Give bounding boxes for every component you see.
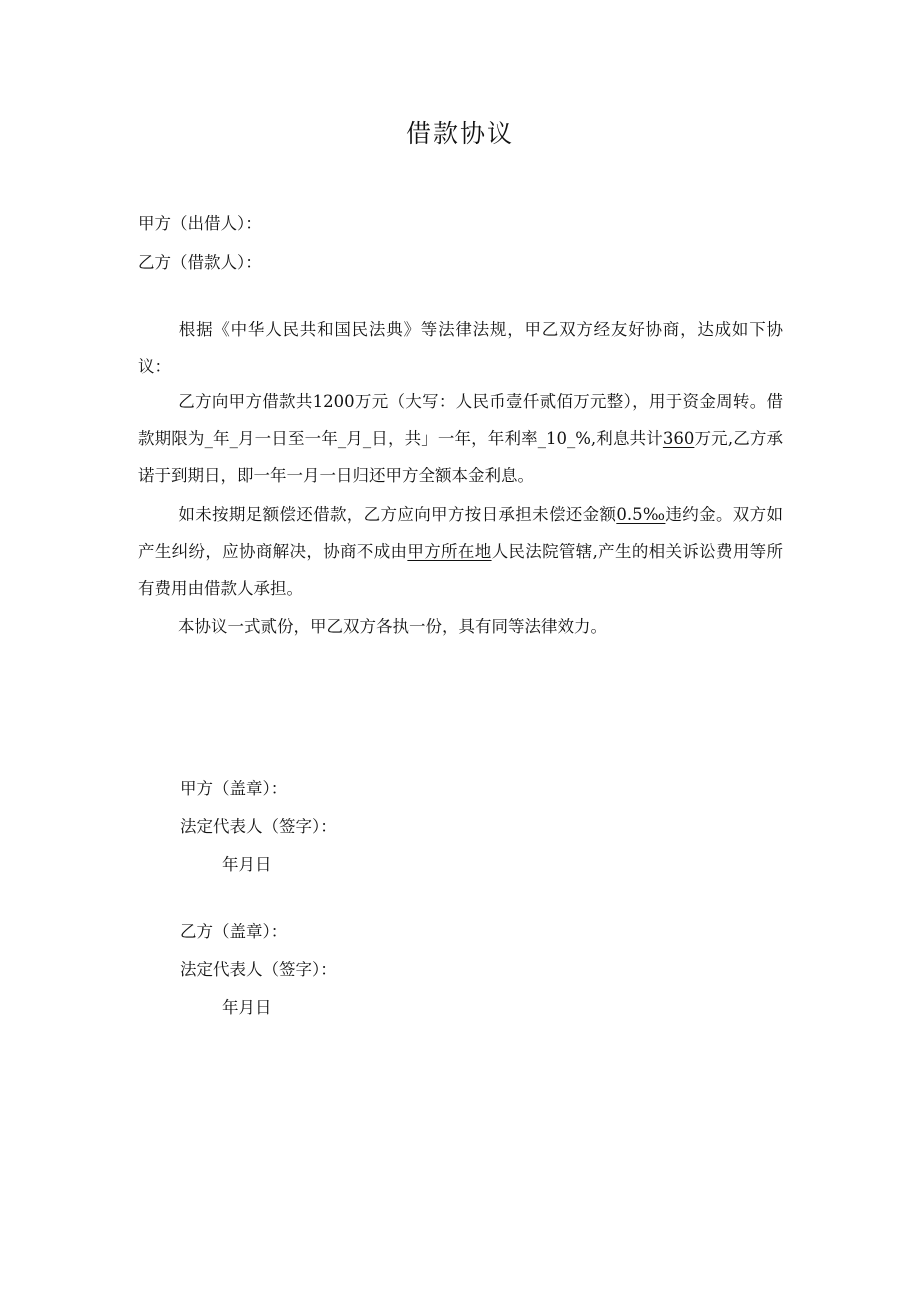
default-clause-text-2: 违约金。双方如产生纠纷，应协商解决，协商不成由 [138, 505, 783, 561]
loan-terms-text-1: 乙方向甲方借款共1200万元（大写：人民币壹仟贰佰万元整），用于资金周转。借款期限为_年_月一日至一年_月_日，共」一年，年利率_10_%,利息共计 [138, 392, 783, 448]
penalty-rate: 0.5‰ [616, 505, 666, 524]
copies-clause-text: 本协议一式贰份，甲乙双方各执一份，具有同等法律效力。 [178, 617, 607, 636]
party-b-label: 乙方（借款人）： [138, 253, 262, 272]
court-location: 甲方所在地 [407, 542, 492, 561]
default-clause-text-3: 人民法院管辖,产生的相关诉讼费用等所有费用由借款人承担。 [138, 542, 784, 598]
loan-terms-paragraph [138, 383, 783, 494]
default-clause-paragraph [138, 496, 783, 607]
intro-text: 根据《中华人民共和国民法典》等法律法规，甲乙双方经友好协商，达成如下协议： [138, 320, 783, 376]
party-b-seal-label: 乙方（盖章）： [180, 922, 288, 941]
party-b-representative-label: 法定代表人（签字）： [180, 960, 337, 979]
interest-amount: 360 [662, 429, 695, 448]
party-a-representative-label: 法定代表人（签字）： [180, 817, 337, 836]
intro-paragraph [138, 311, 783, 385]
document-title: 借款协议 [405, 119, 514, 148]
party-a-label: 甲方（出借人）： [138, 214, 262, 233]
default-clause-text-1: 如未按期足额偿还借款，乙方应向甲方按日承担未偿还金额 [178, 505, 617, 524]
party-a-seal-label: 甲方（盖章）： [180, 779, 288, 798]
party-a-date-label: 年月日 [222, 855, 272, 874]
loan-terms-text-2: 万元,乙方承诺于到期日，即一年一月一日归还甲方全额本金利息。 [138, 429, 783, 485]
party-b-date-label: 年月日 [222, 998, 272, 1017]
copies-clause-paragraph [138, 608, 783, 645]
